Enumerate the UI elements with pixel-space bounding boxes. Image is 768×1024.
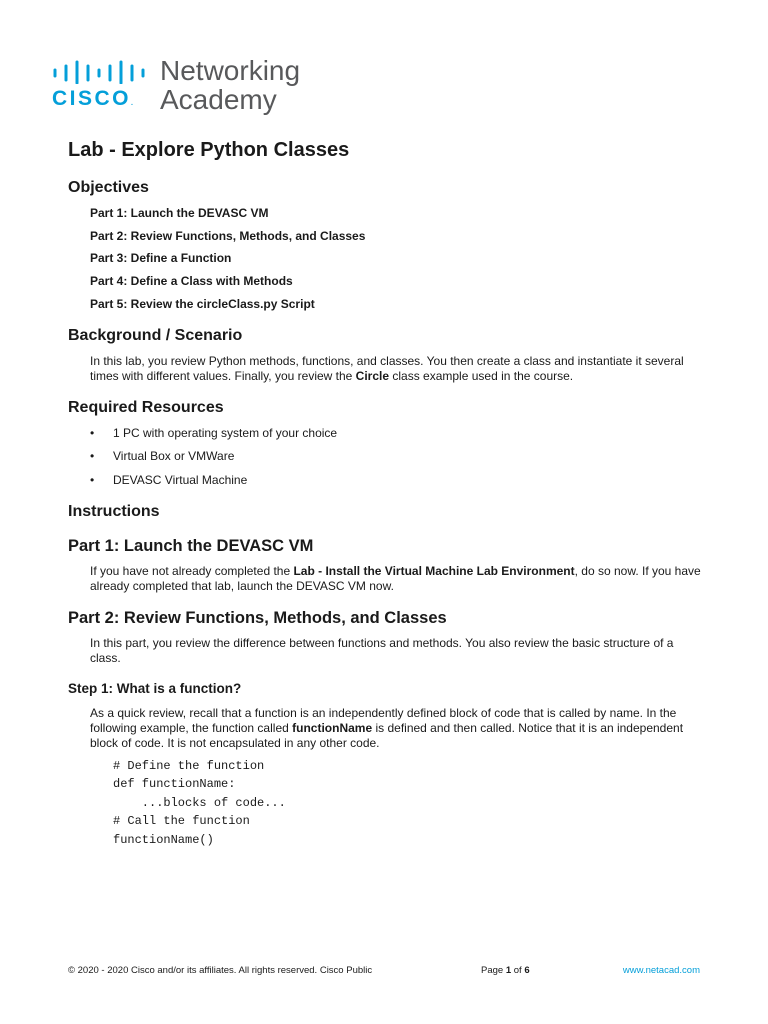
part1-heading: Part 1: Launch the DEVASC VM [68, 536, 314, 555]
logo-academy-text: Academy [160, 84, 277, 115]
code-line: # Define the function [113, 758, 265, 773]
document-body [68, 136, 704, 849]
bullet-icon: • [90, 425, 95, 440]
objective-item: Part 2: Review Functions, Methods, and Classes [90, 228, 366, 243]
code-line: # Call the function [113, 814, 250, 829]
bullet-icon: • [90, 449, 95, 464]
netacad-link[interactable]: www.netacad.com [622, 965, 700, 976]
cisco-bars-icon [52, 60, 152, 84]
code-line: functionName() [113, 832, 214, 847]
step1-heading: Step 1: What is a function? [68, 680, 242, 696]
document-title: Lab - Explore Python Classes [68, 139, 350, 161]
copyright-text: © 2020 - 2020 Cisco and/or its affiliates. All rights reserved. Cisco Public [68, 965, 373, 976]
background-heading: Background / Scenario [68, 326, 243, 344]
code-block [113, 757, 704, 850]
objective-item: Part 4: Define a Class with Methods [90, 274, 293, 289]
objective-item: Part 3: Define a Function [90, 251, 232, 266]
cisco-networking-academy-logo [52, 56, 312, 118]
instructions-heading: Instructions [68, 502, 160, 520]
step1-paragraph: As a quick review, recall that a function is an independently defined block of code that is called by name. In the following example, the function called functionName is defined and then called. Notice that it is an independent block of code. It is not encapsulated in any other code. [90, 705, 684, 750]
resource-item: • Virtual Box or VMWare [90, 449, 235, 464]
code-line: def functionName: [113, 777, 236, 792]
resources-list [68, 426, 704, 488]
objective-item: Part 5: Review the circleClass.py Script [90, 296, 315, 311]
code-line: ...blocks of code... [113, 795, 286, 810]
page-footer [68, 964, 704, 978]
logo-networking-text: Networking [160, 55, 301, 86]
part2-heading: Part 2: Review Functions, Methods, and Classes [68, 608, 447, 627]
objective-item: Part 1: Launch the DEVASC VM [90, 206, 269, 220]
objectives-heading: Objectives [68, 179, 149, 196]
resource-item: • DEVASC Virtual Machine [90, 472, 248, 487]
resource-item: • 1 PC with operating system of your choice [90, 425, 338, 440]
bullet-icon: • [90, 472, 95, 487]
page-number: Page 1 of 6 [481, 965, 530, 976]
part1-paragraph: If you have not already completed the Lab - Install the Virtual Machine Lab Environment, do so now. If you have already completed that lab, launch the DEVASC VM now. [90, 563, 701, 593]
part2-paragraph: In this part, you review the difference between functions and methods. You also review the basic structure of a class. [90, 635, 674, 665]
cisco-wordmark: CISCO. [52, 87, 133, 110]
objectives-list [68, 206, 704, 312]
resources-heading: Required Resources [68, 398, 224, 416]
background-paragraph: In this lab, you review Python methods, functions, and classes. You then create a class and instantiate it several times with different values. Finally, you review the Circle class example used in the course. [90, 353, 684, 383]
